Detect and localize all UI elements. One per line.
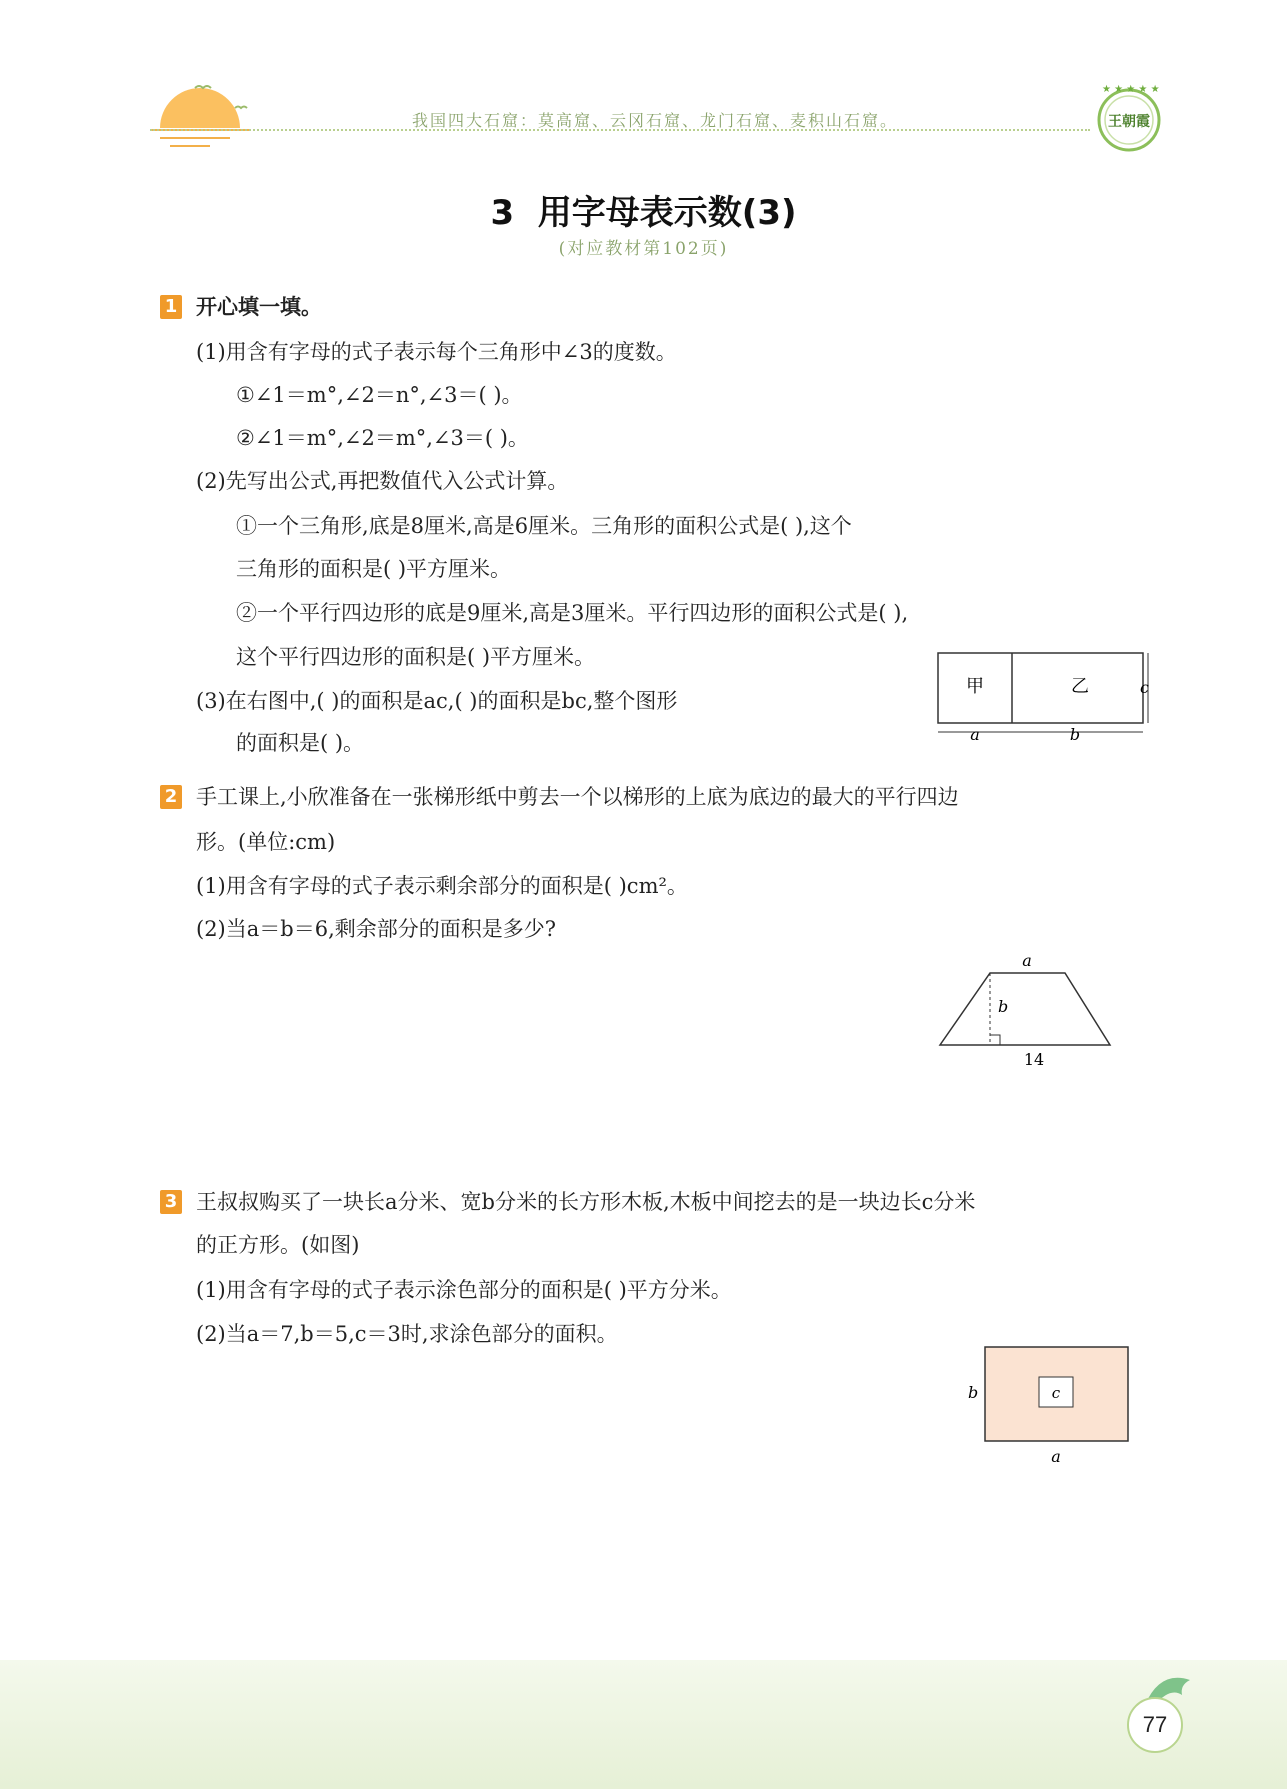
question-2-number: 2 — [160, 785, 182, 809]
q1-part2-item1-line2: 三角形的面积是( )平方厘米。 — [236, 557, 512, 581]
brand-logo-text: 王朝霞 — [1108, 114, 1150, 130]
question-3-text-line2: 的正方形。(如图) — [196, 1233, 360, 1257]
q1-part3-line2: 的面积是( )。 — [236, 731, 365, 755]
footer-band — [0, 1660, 1287, 1789]
label-jia: 甲 — [966, 676, 984, 697]
header-text: 我国四大石窟：莫高窟、云冈石窟、龙门石窟、麦积山石窟。 — [412, 111, 899, 130]
label-top-a: a — [1022, 951, 1032, 970]
q1-part1: (1)用含有字母的式子表示每个三角形中∠3的度数。 — [196, 340, 677, 364]
question-2-text-line2: 形。(单位:cm) — [196, 830, 336, 854]
label-yi: 乙 — [1071, 676, 1089, 697]
question-3-text-line1: 王叔叔购买了一块长a分米、宽b分米的长方形木板,木板中间挖去的是一块边长c分米 — [196, 1190, 976, 1214]
page-subtitle: (对应教材第102页) — [558, 239, 729, 259]
q3-part1: (1)用含有字母的式子表示涂色部分的面积是( )平方分米。 — [196, 1278, 732, 1302]
label-bottom-14: 14 — [1023, 1050, 1045, 1069]
q1-part2: (2)先写出公式,再把数值代入公式计算。 — [196, 469, 569, 493]
q2-part2: (2)当a＝b＝6,剩余部分的面积是多少? — [196, 917, 557, 941]
page-title: 3 用字母表示数(3) — [490, 193, 797, 233]
question-3-number: 3 — [160, 1190, 182, 1214]
label-c: c — [1140, 678, 1149, 697]
rectangle-figure — [930, 648, 1150, 748]
board-figure — [960, 1340, 1140, 1470]
q1-part1-item2: ②∠1＝m°,∠2＝m°,∠3＝( )。 — [236, 426, 529, 450]
q1-part3-line1: (3)在右图中,( )的面积是ac,( )的面积是bc,整个图形 — [196, 689, 678, 713]
label-b: b — [1069, 725, 1081, 744]
question-1-number: 1 — [160, 295, 182, 319]
question-2-text-line1: 手工课上,小欣准备在一张梯形纸中剪去一个以梯形的上底为底边的最大的平行四边 — [196, 785, 959, 809]
label-a: a — [970, 725, 980, 744]
label-c: c — [1051, 1384, 1061, 1402]
question-1-heading: 开心填一填。 — [196, 295, 322, 319]
q2-part1: (1)用含有字母的式子表示剩余部分的面积是( )cm²。 — [196, 874, 688, 898]
q3-part2: (2)当a＝7,b＝5,c＝3时,求涂色部分的面积。 — [196, 1322, 618, 1346]
trapezoid-figure — [930, 948, 1120, 1073]
q1-part2-item1-line1: ①一个三角形,底是8厘米,高是6厘米。三角形的面积公式是( ),这个 — [236, 514, 852, 538]
sun-logo-icon — [150, 78, 255, 153]
label-height-b: b — [998, 997, 1009, 1016]
label-b: b — [968, 1383, 979, 1402]
page-number: 77 — [1127, 1697, 1183, 1753]
q1-part2-item2-line1: ②一个平行四边形的底是9厘米,高是3厘米。平行四边形的面积公式是( ), — [236, 601, 909, 625]
brand-logo-icon — [1092, 80, 1166, 154]
svg-text:★ ★ ★ ★ ★: ★ ★ ★ ★ ★ — [1102, 84, 1160, 95]
trapezoid — [940, 973, 1110, 1045]
q1-part2-item2-line2: 这个平行四边形的面积是( )平方厘米。 — [236, 645, 596, 669]
q1-part1-item1: ①∠1＝m°,∠2＝n°,∠3＝( )。 — [236, 383, 523, 407]
label-a: a — [1051, 1447, 1061, 1466]
